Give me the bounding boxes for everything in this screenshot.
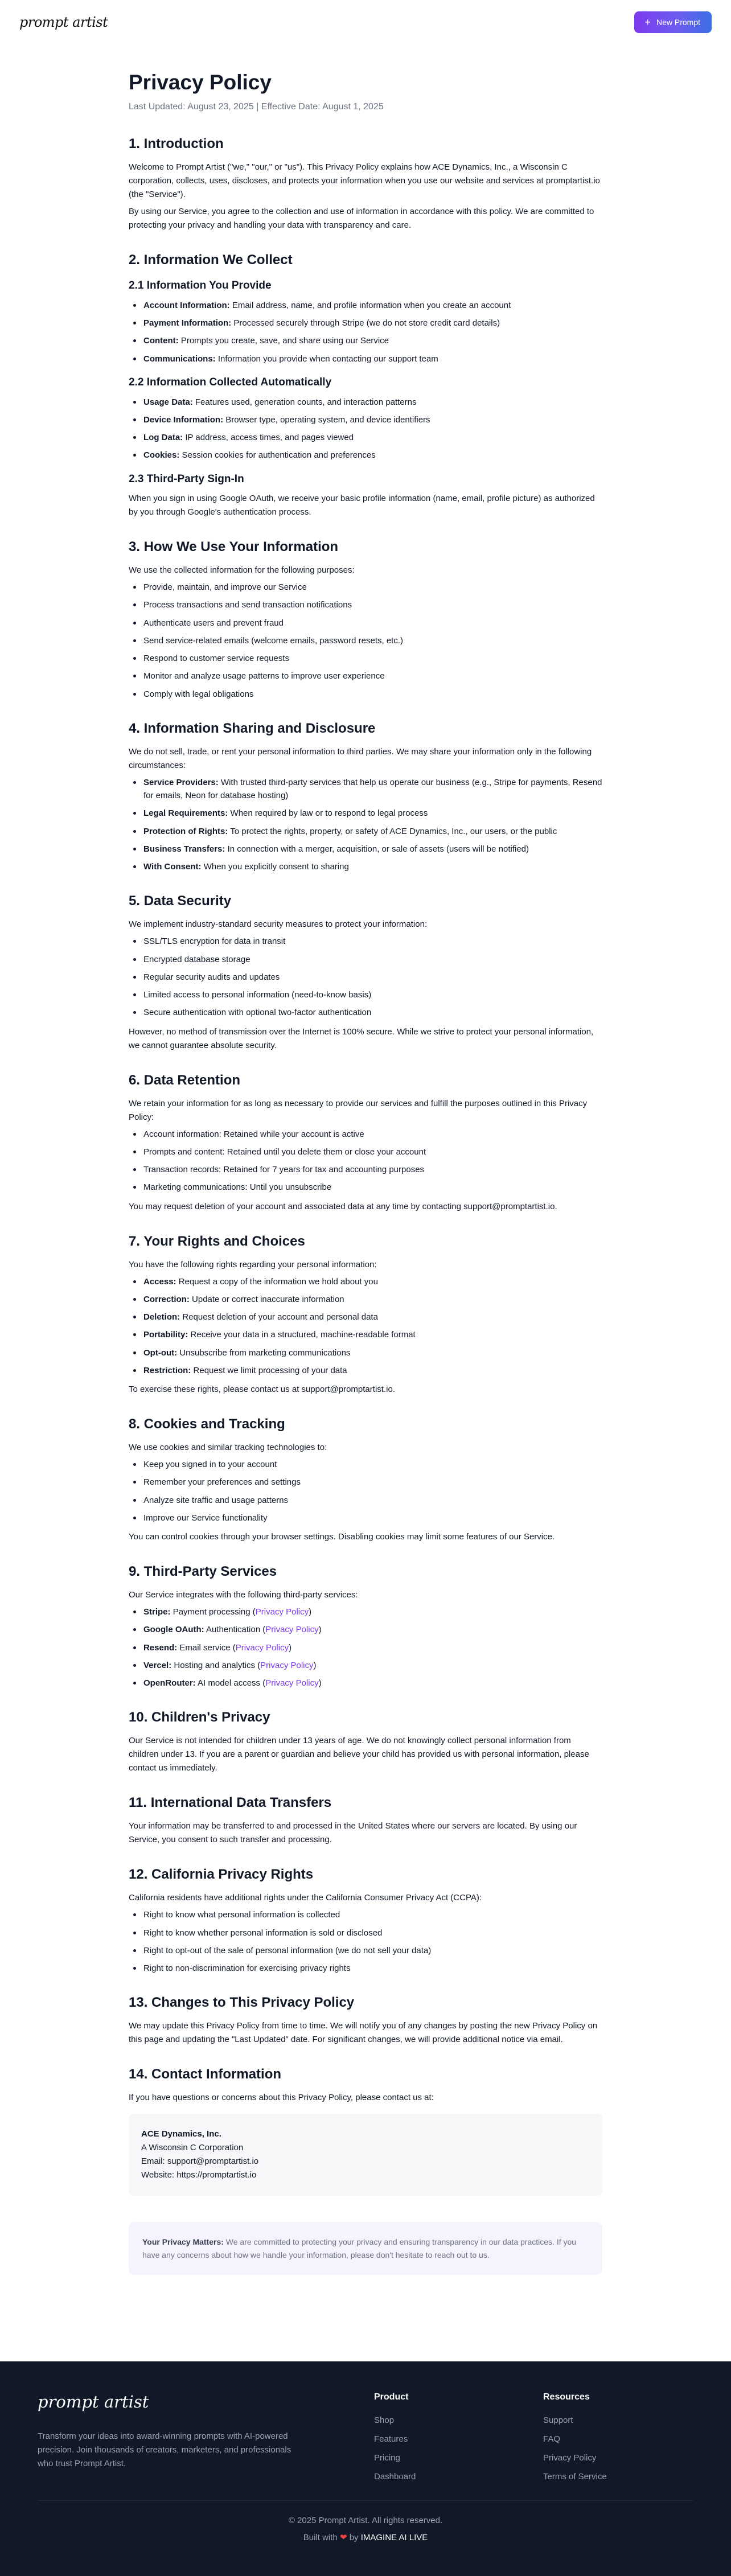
resend-privacy-link[interactable]: Privacy Policy (235, 1642, 289, 1653)
list-item: Authenticate users and prevent fraud (129, 617, 602, 630)
list-item: Transaction records: Retained for 7 years for tax and accounting purposes (129, 1163, 602, 1176)
list-item: Portability: Receive your data in a structured, machine-readable format (129, 1328, 602, 1341)
openrouter-privacy-link[interactable]: Privacy Policy (265, 1678, 319, 1688)
list-item: Usage Data: Features used, generation counts, and interaction patterns (129, 396, 602, 409)
footer-copyright: © 2025 Prompt Artist. All rights reserved. (288, 2516, 443, 2525)
section-title: 1. Introduction (129, 136, 224, 152)
list-item: Comply with legal obligations (129, 688, 602, 701)
paragraph: You can control cookies through your browser settings. Disabling cookies may limit some features of our Service. (129, 1532, 555, 1542)
list-item: Encrypted database storage (129, 953, 602, 966)
list-item: Process transactions and send transaction notifications (129, 598, 602, 611)
list-item: Right to non-discrimination for exercising privacy rights (129, 1962, 602, 1975)
list-item: Business Transfers: In connection with a merger, acquisition, or sale of assets (users will be notified) (129, 843, 602, 856)
bullet-list (129, 581, 602, 701)
paragraph: To exercise these rights, please contact us at support@promptartist.io. (129, 1384, 395, 1395)
footer-link-support[interactable]: Support (543, 2415, 573, 2425)
paragraph: We retain your information for as long as necessary to provide our services and fulfill the purposes outlined in this Privacy Policy: (129, 1098, 588, 1122)
list-item: Resend: Email service (Privacy Policy) (129, 1641, 602, 1654)
section-title: 12. California Privacy Rights (129, 1867, 314, 1883)
list-item: Monitor and analyze usage patterns to improve user experience (129, 669, 602, 683)
footer-product-title: Product (374, 2392, 409, 2402)
list-item: Right to opt-out of the sale of personal information (we do not sell your data) (129, 1944, 602, 1957)
section-title: 8. Cookies and Tracking (129, 1416, 285, 1432)
new-prompt-label: New Prompt (656, 18, 700, 27)
top-navbar (0, 0, 731, 44)
bullet-list (129, 1458, 602, 1525)
section-title: 2. Information We Collect (129, 252, 293, 268)
section-title: 14. Contact Information (129, 2066, 282, 2082)
company-type: A Wisconsin C Corporation (141, 2143, 244, 2153)
plus-icon: + (644, 17, 651, 28)
list-item: Deletion: Request deletion of your account and personal data (129, 1310, 602, 1324)
list-item: Right to know what personal information is collected (129, 1908, 602, 1921)
paragraph: However, no method of transmission over the Internet is 100% secure. While we strive to protect your personal information, we cannot guarantee absolute security. (129, 1026, 594, 1050)
list-item: Provide, maintain, and improve our Service (129, 581, 602, 594)
site-footer (0, 2361, 731, 2576)
note-text: We are committed to protecting your privacy and ensuring transparency in our data practices. If you have any concerns about how we handle your information, please don't hesitate to reach out to us. (142, 2237, 577, 2259)
bullet-list (129, 1908, 602, 1975)
footer-resources-title: Resources (543, 2392, 590, 2402)
paragraph: Our Service integrates with the following third-party services: (129, 1590, 358, 1600)
list-item: Payment Information: Processed securely through Stripe (we do not store credit card details) (129, 317, 602, 330)
list-item: Content: Prompts you create, save, and share using our Service (129, 334, 602, 347)
paragraph: Your information may be transferred to and processed in the United States where our servers are located. By using our Service, you consent to such transfer and processing. (129, 1821, 577, 1845)
list-item: Limited access to personal information (need-to-know basis) (129, 988, 602, 1001)
footer-link-faq[interactable]: FAQ (543, 2434, 561, 2444)
list-item: Keep you signed in to your account (129, 1458, 602, 1471)
contact-website: Website: https://promptartist.io (141, 2170, 257, 2180)
list-item: Improve our Service functionality (129, 1511, 602, 1525)
paragraph: By using our Service, you agree to the collection and use of information in accordance with this policy. We are committed to protecting your privacy and handling your data with transparency and care. (129, 207, 594, 231)
paragraph: California residents have additional rights under the California Consumer Privacy Act (CCPA): (129, 1893, 482, 1903)
section-title: 6. Data Retention (129, 1072, 241, 1088)
paragraph: We use cookies and similar tracking technologies to: (129, 1443, 327, 1453)
paragraph: Our Service is not intended for children under 13 years of age. We do not knowingly collect personal information from children under 13. If you are a parent or guardian and believe your child has provided us with personal information, please contact us immediately. (129, 1736, 589, 1773)
list-item: Analyze site traffic and usage patterns (129, 1494, 602, 1507)
subsection-title: 2.1 Information You Provide (129, 280, 272, 292)
vercel-privacy-link[interactable]: Privacy Policy (260, 1660, 314, 1670)
contact-email: Email: support@promptartist.io (141, 2156, 259, 2167)
bullet-list (129, 1605, 602, 1690)
list-item: Opt-out: Unsubscribe from marketing communications (129, 1346, 602, 1359)
paragraph: You may request deletion of your account and associated data at any time by contacting support@promptartist.io. (129, 1201, 557, 1211)
paragraph: We may update this Privacy Policy from time to time. We will notify you of any changes by posting the new Privacy Policy on this page and updating the "Last Updated" date. For significant changes, we will provide additional notice via email. (129, 2021, 598, 2045)
bullet-list (129, 299, 602, 365)
list-item: Service Providers: With trusted third-party services that help us operate our business (e.g., Stripe for payments, Resend for emails, Neon for database hosting) (129, 776, 602, 803)
list-item: Remember your preferences and settings (129, 1476, 602, 1489)
list-item: Protection of Rights: To protect the rights, property, or safety of ACE Dynamics, Inc., our users, or the public (129, 825, 602, 838)
section-title: 13. Changes to This Privacy Policy (129, 1995, 355, 2011)
page-title: Privacy Policy (129, 71, 272, 94)
subsection-title: 2.2 Information Collected Automatically (129, 376, 332, 388)
footer-link-features[interactable]: Features (374, 2434, 408, 2444)
list-item: Respond to customer service requests (129, 652, 602, 665)
bullet-list (129, 1128, 602, 1194)
bullet-list (129, 1275, 602, 1378)
footer-link-terms[interactable]: Terms of Service (543, 2471, 607, 2481)
list-item: SSL/TLS encryption for data in transit (129, 935, 602, 948)
company-name: ACE Dynamics, Inc. (141, 2129, 221, 2139)
paragraph: Welcome to Prompt Artist ("we," "our," or "us"). This Privacy Policy explains how ACE Dynamics, Inc., a Wisconsin C corporation, collects, uses, discloses, and protects your information when you use our website and services at promptartist.io (the "Service"). (129, 162, 600, 200)
policy-content (129, 44, 602, 2275)
footer-link-pricing[interactable]: Pricing (374, 2452, 400, 2463)
new-prompt-button[interactable] (634, 11, 712, 33)
list-item: Marketing communications: Until you unsubscribe (129, 1181, 602, 1194)
footer-built-with: Built with ❤ by IMAGINE AI LIVE (303, 2533, 428, 2542)
list-item: Stripe: Payment processing (Privacy Policy) (129, 1605, 602, 1618)
footer-link-dashboard[interactable]: Dashboard (374, 2471, 416, 2481)
built-by-brand[interactable]: IMAGINE AI LIVE (360, 2533, 428, 2542)
bullet-list (129, 396, 602, 462)
list-item: Prompts and content: Retained until you delete them or close your account (129, 1145, 602, 1158)
list-item: Vercel: Hosting and analytics (Privacy Policy) (129, 1659, 602, 1672)
note-label: Your Privacy Matters: (142, 2237, 224, 2247)
footer-description: Transform your ideas into award-winning prompts with AI-powered precision. Join thousands of creators, marketers, and professionals who trust Prompt Artist. (38, 2431, 291, 2468)
list-item: Regular security audits and updates (129, 971, 602, 984)
list-item: Communications: Information you provide when contacting our support team (129, 352, 602, 365)
list-item: Access: Request a copy of the information we hold about you (129, 1275, 602, 1288)
list-item: With Consent: When you explicitly consent to sharing (129, 860, 602, 873)
section-title: 11. International Data Transfers (129, 1795, 332, 1811)
section-title: 3. How We Use Your Information (129, 539, 339, 555)
paragraph: We do not sell, trade, or rent your personal information to third parties. We may share your information only in the following circumstances: (129, 746, 592, 770)
list-item: OpenRouter: AI model access (Privacy Policy) (129, 1677, 602, 1690)
list-item: Google OAuth: Authentication (Privacy Policy) (129, 1623, 602, 1636)
list-item: Send service-related emails (welcome emails, password resets, etc.) (129, 634, 602, 647)
footer-link-shop[interactable]: Shop (374, 2415, 395, 2425)
paragraph: When you sign in using Google OAuth, we receive your basic profile information (name, email, profile picture) as authorized by you through Google's authentication process. (129, 494, 595, 517)
section-title: 9. Third-Party Services (129, 1564, 277, 1580)
paragraph: You have the following rights regarding your personal information: (129, 1259, 377, 1269)
list-item: Correction: Update or correct inaccurate information (129, 1293, 602, 1306)
footer-divider (38, 2500, 693, 2501)
brand-logo[interactable]: prompt artist (19, 14, 108, 30)
stripe-privacy-link[interactable]: Privacy Policy (255, 1607, 309, 1617)
list-item: Legal Requirements: When required by law or to respond to legal process (129, 807, 602, 820)
list-item: Account Information: Email address, name, and profile information when you create an account (129, 299, 602, 312)
footer-resources-column (543, 2390, 607, 2489)
bullet-list (129, 935, 602, 1019)
paragraph: We implement industry-standard security measures to protect your information: (129, 919, 428, 930)
bullet-list (129, 776, 602, 874)
list-item: Secure authentication with optional two-factor authentication (129, 1006, 602, 1019)
policy-dates: Last Updated: August 23, 2025 | Effective Date: August 1, 2025 (129, 101, 384, 112)
section-title: 5. Data Security (129, 893, 232, 909)
subsection-title: 2.3 Third-Party Sign-In (129, 473, 244, 485)
footer-logo[interactable]: prompt artist (38, 2392, 149, 2411)
list-item: Log Data: IP address, access times, and pages viewed (129, 431, 602, 444)
section-title: 7. Your Rights and Choices (129, 1233, 305, 1249)
list-item: Cookies: Session cookies for authentication and preferences (129, 449, 602, 462)
list-item: Restriction: Request we limit processing of your data (129, 1364, 602, 1377)
section-title: 10. Children's Privacy (129, 1710, 270, 1725)
footer-link-privacy-policy[interactable]: Privacy Policy (543, 2452, 597, 2463)
footer-product-column (374, 2390, 416, 2489)
paragraph: If you have questions or concerns about this Privacy Policy, please contact us at: (129, 2093, 434, 2103)
heart-icon: ❤ (339, 2533, 347, 2542)
contact-box (129, 2114, 602, 2196)
section-title: 4. Information Sharing and Disclosure (129, 720, 376, 736)
list-item: Account information: Retained while your account is active (129, 1128, 602, 1141)
paragraph: We use the collected information for the following purposes: (129, 565, 355, 576)
list-item: Right to know whether personal information is sold or disclosed (129, 1926, 602, 1940)
privacy-matters-note (129, 2222, 602, 2275)
list-item: Device Information: Browser type, operating system, and device identifiers (129, 413, 602, 426)
google-privacy-link[interactable]: Privacy Policy (265, 1625, 319, 1635)
